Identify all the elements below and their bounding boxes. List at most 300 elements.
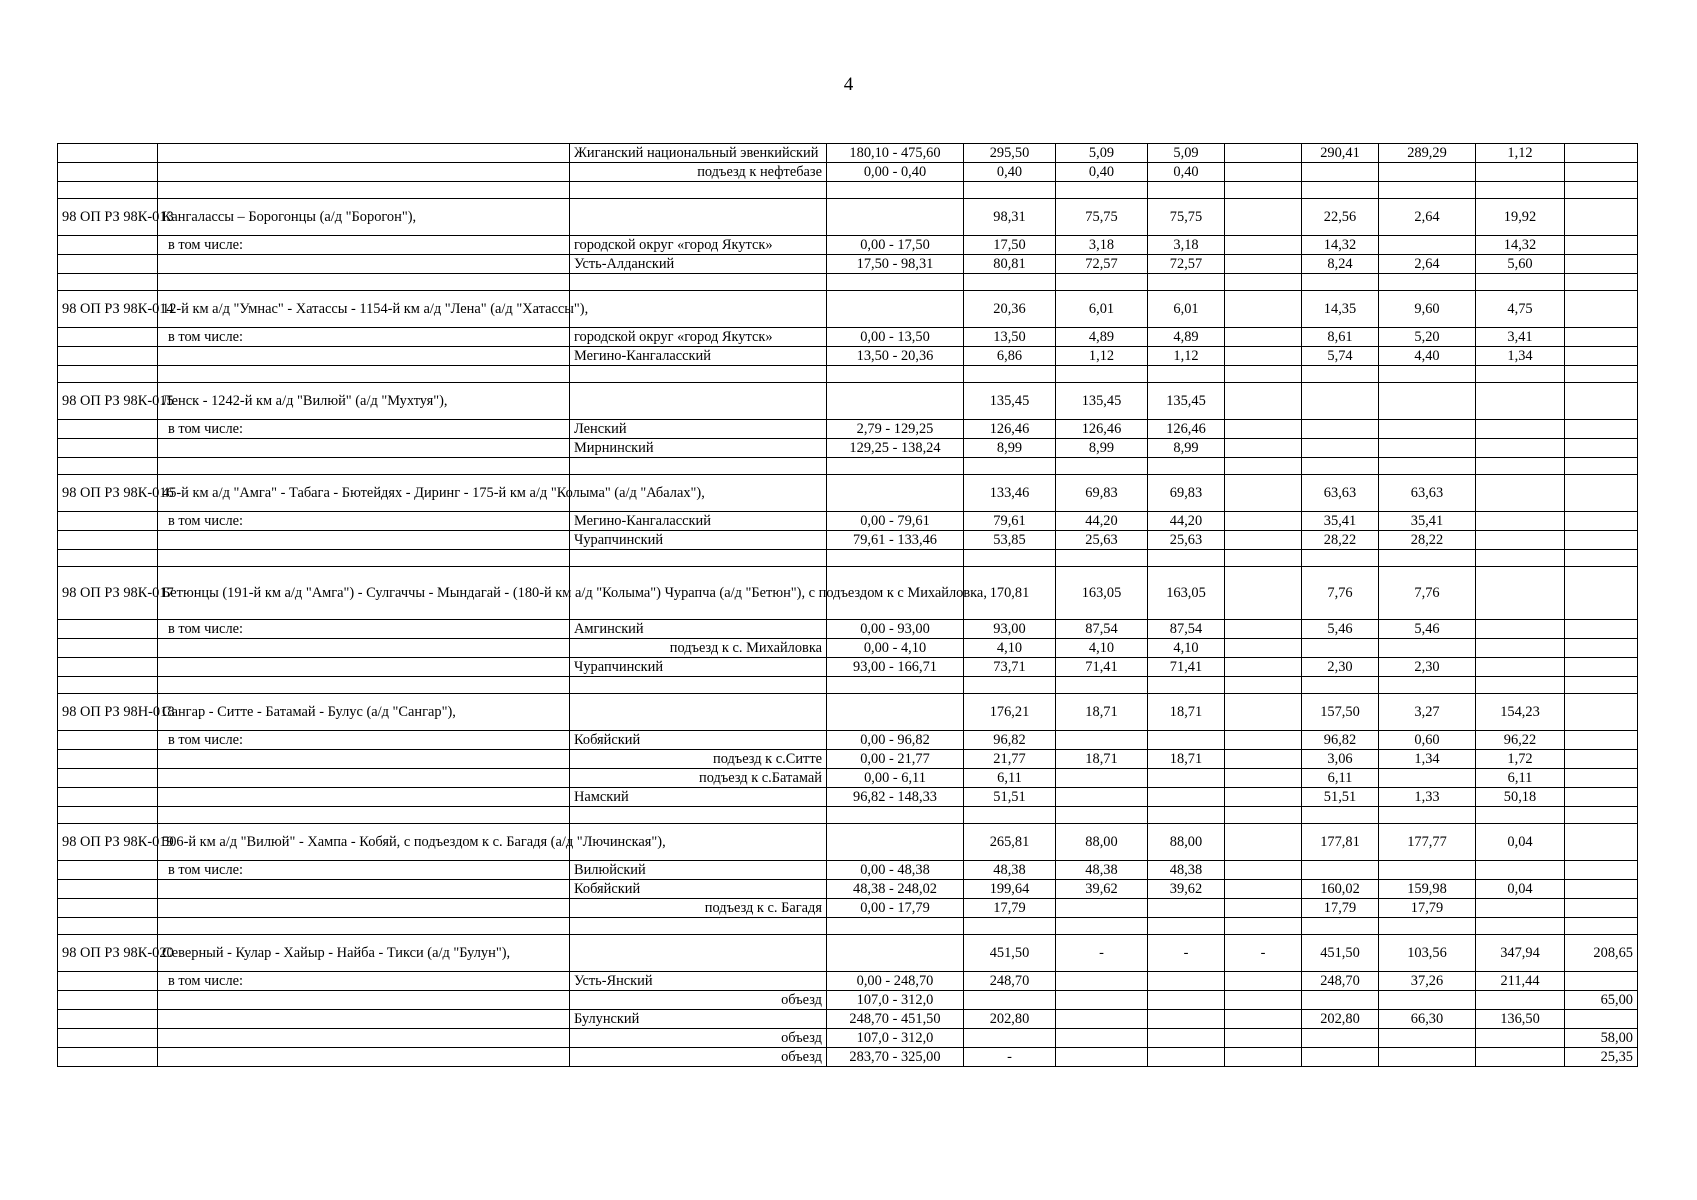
- table-cell: 135,45: [1056, 383, 1148, 420]
- table-row: [58, 163, 1638, 182]
- table-cell: 79,61: [964, 512, 1056, 531]
- table-cell: Ленский: [570, 420, 827, 439]
- table-cell: [58, 788, 158, 807]
- table-cell: 5,09: [1056, 144, 1148, 163]
- table-cell: [1565, 383, 1638, 420]
- table-cell: 63,63: [1302, 475, 1379, 512]
- table-cell: 159,98: [1379, 880, 1476, 899]
- table-cell: 5,60: [1476, 255, 1565, 274]
- table-cell: 202,80: [964, 1010, 1056, 1029]
- table-cell: [58, 458, 158, 475]
- table-cell: [58, 531, 158, 550]
- table-cell: [1379, 458, 1476, 475]
- table-row: [58, 788, 1638, 807]
- table-cell: 506-й км а/д "Вилюй" - Хампа - Кобяй, с подъездом к с. Багадя (а/д "Лючинская"),: [158, 824, 570, 861]
- table-cell: [1476, 531, 1565, 550]
- table-cell: [1476, 1048, 1565, 1067]
- table-cell: Кобяйский: [570, 731, 827, 750]
- table-cell: 1,34: [1476, 347, 1565, 366]
- table-cell: [1056, 677, 1148, 694]
- table-cell: [1056, 366, 1148, 383]
- table-cell: [1565, 199, 1638, 236]
- table-cell: [158, 658, 570, 677]
- table-cell: 17,50: [964, 236, 1056, 255]
- table-cell: [1379, 991, 1476, 1010]
- table-cell: 3,27: [1379, 694, 1476, 731]
- table-cell: [158, 366, 570, 383]
- table-cell: 6,11: [1476, 769, 1565, 788]
- table-cell: 72,57: [1148, 255, 1225, 274]
- table-cell: -: [964, 1048, 1056, 1067]
- table-cell: [58, 328, 158, 347]
- table-cell: [58, 182, 158, 199]
- table-cell: [964, 807, 1056, 824]
- table-cell: [1302, 274, 1379, 291]
- table-cell: 289,29: [1379, 144, 1476, 163]
- table-cell: 4,40: [1379, 347, 1476, 366]
- table-row: [58, 439, 1638, 458]
- table-cell: [1148, 274, 1225, 291]
- table-row: [58, 383, 1638, 420]
- table-cell: [1225, 512, 1302, 531]
- table-cell: [158, 918, 570, 935]
- table-cell: 3,06: [1302, 750, 1379, 769]
- table-cell: 50,18: [1476, 788, 1565, 807]
- table-row: [58, 567, 1638, 620]
- table-cell: [1148, 972, 1225, 991]
- table-cell: [1225, 144, 1302, 163]
- table-cell: [58, 991, 158, 1010]
- table-cell: [1379, 1029, 1476, 1048]
- table-row: [58, 328, 1638, 347]
- table-cell: 18,71: [1056, 750, 1148, 769]
- table-cell: городской округ «город Якутск»: [570, 328, 827, 347]
- table-cell: 96,82: [964, 731, 1056, 750]
- table-cell: [1225, 236, 1302, 255]
- table-cell: подъезд к с. Михайловка: [570, 639, 827, 658]
- table-cell: [1225, 1010, 1302, 1029]
- table-cell: 176,21: [964, 694, 1056, 731]
- table-cell: 39,62: [1056, 880, 1148, 899]
- table-cell: 93,00: [964, 620, 1056, 639]
- table-cell: в том числе:: [158, 236, 570, 255]
- table-cell: [1476, 991, 1565, 1010]
- table-cell: 248,70 - 451,50: [827, 1010, 964, 1029]
- table-cell: [1148, 769, 1225, 788]
- table-cell: 6,11: [964, 769, 1056, 788]
- table-cell: [1379, 861, 1476, 880]
- table-cell: 19,92: [1476, 199, 1565, 236]
- table-cell: 0,60: [1379, 731, 1476, 750]
- table-cell: 87,54: [1148, 620, 1225, 639]
- table-cell: [1225, 531, 1302, 550]
- table-cell: [158, 347, 570, 366]
- table-cell: 4,10: [1148, 639, 1225, 658]
- table-cell: [58, 918, 158, 935]
- table-cell: -: [1056, 935, 1148, 972]
- table-cell: [1565, 620, 1638, 639]
- table-cell: 126,46: [1056, 420, 1148, 439]
- table-cell: [158, 769, 570, 788]
- table-cell: [1056, 274, 1148, 291]
- table-cell: [58, 677, 158, 694]
- table-cell: [1056, 899, 1148, 918]
- table-cell: Северный - Кулар - Хайыр - Найба - Тикси (а/д "Булун"),: [158, 935, 570, 972]
- table-cell: [1379, 420, 1476, 439]
- table-cell: Мегино-Кангаласский: [570, 347, 827, 366]
- table-cell: объезд: [570, 1048, 827, 1067]
- table-cell: [1302, 182, 1379, 199]
- table-cell: 5,46: [1302, 620, 1379, 639]
- table-cell: [570, 366, 827, 383]
- table-cell: 451,50: [964, 935, 1056, 972]
- table-cell: [1056, 788, 1148, 807]
- table-cell: 72,57: [1056, 255, 1148, 274]
- table-cell: 96,22: [1476, 731, 1565, 750]
- table-cell: [1302, 458, 1379, 475]
- table-cell: [570, 807, 827, 824]
- table-cell: [1565, 899, 1638, 918]
- table-cell: [58, 439, 158, 458]
- table-cell: 96,82 - 148,33: [827, 788, 964, 807]
- table-cell: 5,46: [1379, 620, 1476, 639]
- table-cell: [158, 991, 570, 1010]
- table-cell: [570, 291, 827, 328]
- table-row: [58, 750, 1638, 769]
- table-cell: [827, 824, 964, 861]
- table-cell: [1225, 658, 1302, 677]
- table-cell: 96,82: [1302, 731, 1379, 750]
- table-cell: [1379, 182, 1476, 199]
- table-cell: [1148, 788, 1225, 807]
- table-cell: [58, 274, 158, 291]
- table-cell: 18,71: [1148, 694, 1225, 731]
- table-cell: [1225, 458, 1302, 475]
- table-cell: 18,71: [1056, 694, 1148, 731]
- table-cell: [1225, 972, 1302, 991]
- table-cell: 98 ОП РЗ 98К-016: [58, 475, 158, 512]
- table-cell: [58, 347, 158, 366]
- table-cell: [1225, 567, 1302, 620]
- table-cell: [158, 807, 570, 824]
- table-cell: 347,94: [1476, 935, 1565, 972]
- table-cell: [58, 658, 158, 677]
- table-cell: 28,22: [1379, 531, 1476, 550]
- table-cell: 13,50: [964, 328, 1056, 347]
- table-cell: [1148, 677, 1225, 694]
- table-cell: [58, 972, 158, 991]
- table-cell: [1148, 991, 1225, 1010]
- table-cell: [1476, 567, 1565, 620]
- table-cell: [58, 731, 158, 750]
- table-cell: 98 ОП РЗ 98Н-018: [58, 694, 158, 731]
- table-cell: 3,41: [1476, 328, 1565, 347]
- table-cell: [1148, 458, 1225, 475]
- table-cell: [1565, 439, 1638, 458]
- table-cell: [964, 677, 1056, 694]
- table-cell: [1565, 274, 1638, 291]
- table-cell: [1148, 918, 1225, 935]
- table-cell: [1476, 475, 1565, 512]
- table-cell: 20,36: [964, 291, 1056, 328]
- table-cell: [1476, 918, 1565, 935]
- table-row: [58, 182, 1638, 199]
- table-cell: 66,30: [1379, 1010, 1476, 1029]
- table-row: [58, 144, 1638, 163]
- table-cell: [827, 475, 964, 512]
- table-cell: [58, 1048, 158, 1067]
- table-cell: Усть-Янский: [570, 972, 827, 991]
- table-cell: 0,00 - 6,11: [827, 769, 964, 788]
- table-cell: 48,38: [964, 861, 1056, 880]
- table-cell: [1225, 347, 1302, 366]
- table-cell: [1225, 880, 1302, 899]
- table-cell: 7,76: [1379, 567, 1476, 620]
- table-cell: [1476, 899, 1565, 918]
- table-cell: [1148, 1029, 1225, 1048]
- table-cell: [1476, 861, 1565, 880]
- table-row: [58, 918, 1638, 935]
- table-cell: [58, 144, 158, 163]
- table-cell: [1225, 694, 1302, 731]
- table-cell: [964, 991, 1056, 1010]
- table-row: [58, 1010, 1638, 1029]
- table-cell: [1225, 366, 1302, 383]
- table-row: [58, 1048, 1638, 1067]
- table-cell: [1476, 1029, 1565, 1048]
- table-cell: 1,12: [1056, 347, 1148, 366]
- table-cell: 290,41: [1302, 144, 1379, 163]
- table-cell: [58, 807, 158, 824]
- table-cell: 14,32: [1302, 236, 1379, 255]
- table-cell: [1056, 1029, 1148, 1048]
- table-cell: [1565, 475, 1638, 512]
- table-cell: [827, 274, 964, 291]
- table-cell: [1148, 550, 1225, 567]
- table-cell: Усть-Алданский: [570, 255, 827, 274]
- table-cell: 4,89: [1056, 328, 1148, 347]
- table-cell: 1,34: [1379, 750, 1476, 769]
- table-cell: [570, 383, 827, 420]
- table-cell: 0,00 - 96,82: [827, 731, 964, 750]
- table-cell: 12-й км а/д "Умнас" - Хатассы - 1154-й км а/д "Лена" (а/д "Хатассы"),: [158, 291, 570, 328]
- table-cell: [1056, 918, 1148, 935]
- table-cell: 265,81: [964, 824, 1056, 861]
- table-row: [58, 658, 1638, 677]
- table-cell: 6,01: [1056, 291, 1148, 328]
- table-cell: 4,75: [1476, 291, 1565, 328]
- table-cell: 4,89: [1148, 328, 1225, 347]
- table-row: [58, 199, 1638, 236]
- table-cell: [1225, 918, 1302, 935]
- table-cell: [1056, 972, 1148, 991]
- table-cell: 170,81: [964, 567, 1056, 620]
- table-cell: 73,71: [964, 658, 1056, 677]
- table-cell: 202,80: [1302, 1010, 1379, 1029]
- table-cell: 18,71: [1148, 750, 1225, 769]
- table-cell: [58, 512, 158, 531]
- table-cell: [158, 639, 570, 658]
- table-row: [58, 347, 1638, 366]
- page-number: 4: [843, 74, 854, 95]
- table-cell: 75,75: [1056, 199, 1148, 236]
- table-cell: [1148, 899, 1225, 918]
- table-cell: [964, 458, 1056, 475]
- table-cell: [1476, 807, 1565, 824]
- table-cell: в том числе:: [158, 972, 570, 991]
- table-cell: 2,64: [1379, 199, 1476, 236]
- table-cell: 98,31: [964, 199, 1056, 236]
- table-cell: [827, 550, 964, 567]
- table-cell: [158, 144, 570, 163]
- table-cell: [58, 639, 158, 658]
- table-cell: 69,83: [1056, 475, 1148, 512]
- table-cell: [58, 550, 158, 567]
- table-cell: [1565, 550, 1638, 567]
- roads-table-body: [58, 144, 1638, 1067]
- table-cell: [1225, 750, 1302, 769]
- table-cell: 248,70: [964, 972, 1056, 991]
- table-cell: [1476, 620, 1565, 639]
- table-cell: 21,77: [964, 750, 1056, 769]
- table-cell: 98 ОП РЗ 98К-019: [58, 824, 158, 861]
- table-cell: [964, 182, 1056, 199]
- table-cell: [1379, 639, 1476, 658]
- table-cell: 135,45: [1148, 383, 1225, 420]
- table-cell: [58, 366, 158, 383]
- table-cell: 208,65: [1565, 935, 1638, 972]
- table-cell: [1056, 731, 1148, 750]
- table-cell: 98 ОП РЗ 98К-013: [58, 199, 158, 236]
- table-cell: 154,23: [1476, 694, 1565, 731]
- table-row: [58, 769, 1638, 788]
- table-row: [58, 731, 1638, 750]
- table-cell: 4,10: [1056, 639, 1148, 658]
- table-cell: [1056, 1048, 1148, 1067]
- table-cell: [158, 1010, 570, 1029]
- table-cell: [1476, 274, 1565, 291]
- table-cell: 0,00 - 0,40: [827, 163, 964, 182]
- table-cell: объезд: [570, 1029, 827, 1048]
- table-cell: 48,38: [1148, 861, 1225, 880]
- table-cell: [58, 236, 158, 255]
- table-cell: 69,83: [1148, 475, 1225, 512]
- table-cell: подъезд к с.Ситте: [570, 750, 827, 769]
- table-row: [58, 274, 1638, 291]
- table-cell: [1476, 639, 1565, 658]
- table-cell: 22,56: [1302, 199, 1379, 236]
- table-cell: 4,10: [964, 639, 1056, 658]
- table-cell: в том числе:: [158, 420, 570, 439]
- table-cell: [1565, 918, 1638, 935]
- table-cell: [1565, 144, 1638, 163]
- table-cell: 177,81: [1302, 824, 1379, 861]
- table-cell: [1225, 475, 1302, 512]
- table-cell: [1302, 383, 1379, 420]
- table-cell: 71,41: [1056, 658, 1148, 677]
- table-cell: [158, 274, 570, 291]
- table-cell: 0,00 - 21,77: [827, 750, 964, 769]
- table-cell: [158, 255, 570, 274]
- table-cell: [1225, 788, 1302, 807]
- table-cell: 1,12: [1476, 144, 1565, 163]
- table-cell: [1476, 366, 1565, 383]
- table-cell: [1225, 861, 1302, 880]
- table-cell: [570, 918, 827, 935]
- table-cell: [1148, 731, 1225, 750]
- table-cell: Мирнинский: [570, 439, 827, 458]
- table-cell: [1565, 420, 1638, 439]
- table-cell: [570, 199, 827, 236]
- table-cell: [1379, 1048, 1476, 1067]
- table-cell: Бетюнцы (191-й км а/д "Амга") - Сулгаччы - Мындагай - (180-й км а/д "Колыма") Чурапча (а/д "Бетюн"), с подъездом к с Михайловка,: [158, 567, 570, 620]
- table-cell: [1565, 824, 1638, 861]
- table-cell: 88,00: [1056, 824, 1148, 861]
- table-cell: 135,45: [964, 383, 1056, 420]
- table-cell: 35,41: [1379, 512, 1476, 531]
- table-row: [58, 677, 1638, 694]
- table-cell: 129,25 - 138,24: [827, 439, 964, 458]
- table-cell: [58, 620, 158, 639]
- table-row: [58, 366, 1638, 383]
- table-cell: [1225, 620, 1302, 639]
- table-cell: городской округ «город Якутск»: [570, 236, 827, 255]
- table-cell: [1225, 182, 1302, 199]
- table-cell: [58, 1029, 158, 1048]
- table-cell: [158, 1029, 570, 1048]
- table-cell: [158, 439, 570, 458]
- table-cell: [1476, 182, 1565, 199]
- table-cell: [1225, 439, 1302, 458]
- table-cell: 0,00 - 48,38: [827, 861, 964, 880]
- table-row: [58, 420, 1638, 439]
- table-row: [58, 694, 1638, 731]
- table-cell: [1565, 291, 1638, 328]
- table-row: [58, 291, 1638, 328]
- table-cell: [58, 255, 158, 274]
- table-cell: [1565, 861, 1638, 880]
- table-cell: [1379, 807, 1476, 824]
- table-cell: [1056, 182, 1148, 199]
- table-cell: 133,46: [964, 475, 1056, 512]
- table-cell: подъезд к нефтебазе: [570, 163, 827, 182]
- table-cell: [1302, 861, 1379, 880]
- table-cell: 93,00 - 166,71: [827, 658, 964, 677]
- table-cell: [827, 199, 964, 236]
- table-cell: 0,40: [1148, 163, 1225, 182]
- table-cell: 37,26: [1379, 972, 1476, 991]
- table-cell: [1225, 383, 1302, 420]
- table-cell: [1379, 918, 1476, 935]
- table-cell: Амгинский: [570, 620, 827, 639]
- table-cell: [570, 550, 827, 567]
- table-cell: 45-й км а/д "Амга" - Табага - Бютейдях - Диринг - 175-й км а/д "Колыма" (а/д "Абалах"),: [158, 475, 570, 512]
- table-cell: [964, 550, 1056, 567]
- table-cell: [1056, 991, 1148, 1010]
- table-cell: [1302, 918, 1379, 935]
- table-cell: [827, 182, 964, 199]
- table-cell: [1379, 769, 1476, 788]
- table-cell: [827, 918, 964, 935]
- table-cell: 8,24: [1302, 255, 1379, 274]
- table-cell: 28,22: [1302, 531, 1379, 550]
- table-row: [58, 861, 1638, 880]
- table-cell: Чурапчинский: [570, 658, 827, 677]
- table-cell: 0,00 - 79,61: [827, 512, 964, 531]
- table-cell: 63,63: [1379, 475, 1476, 512]
- table-cell: 0,00 - 93,00: [827, 620, 964, 639]
- table-cell: 103,56: [1379, 935, 1476, 972]
